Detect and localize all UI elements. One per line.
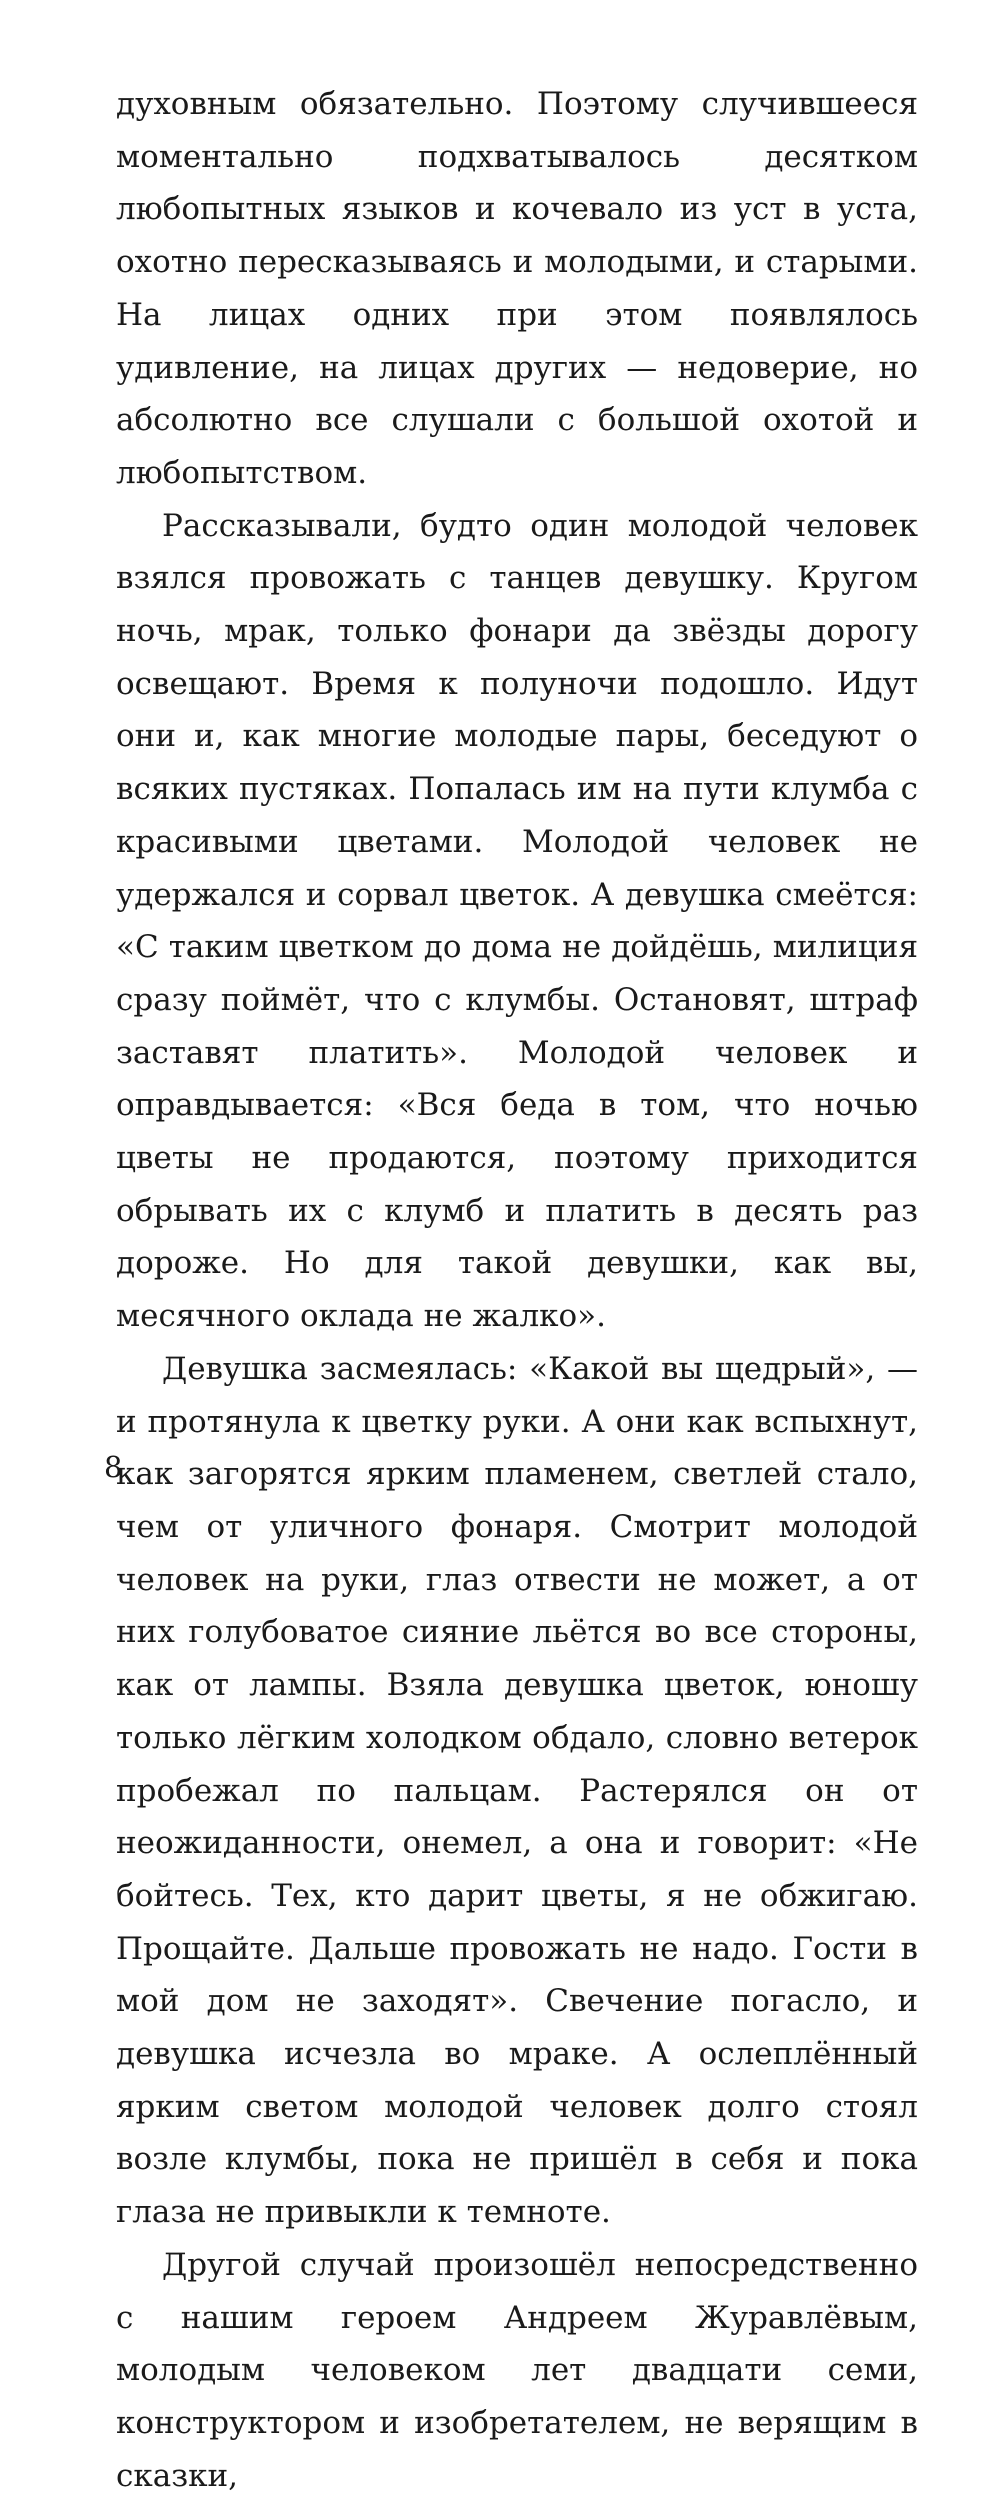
paragraph-another-case: Другой случай произошёл непосредственно с нашим героем Андреем Журавлёвым, молодым человеком лет двадцати семи, конструктором и изобретателем, не верящим в сказки, [116, 2246, 918, 2494]
paragraph-glowing-hands: Девушка засмеялась: «Какой вы щедрый», — и протянула к цветку руки. А они как вспыхнут, как загорятся ярким пламенем, светлей стало, чем от уличного фонаря. Смотрит молодой человек на руки, глаз отвести не может, а от них голубоватое сияние льётся во все стороны, как от лампы. Взяла девушка цветок, юношу только лёгким холодком обдало, словно ветерок пробежал по пальцам. Растерялся он от неожиданности, онемел, а она и говорит: «Не бойтесь. Тех, кто дарит цветы, я не обжигаю. Прощайте. Дальше провожать не надо. Гости в мой дом не заходят». Свечение погасло, и девушка исчезла во мраке. А ослеплённый ярким светом молодой человек долго стоял возле клумбы, пока не пришёл в себя и пока глаза не привыкли к темноте. [116, 1350, 918, 2231]
page-number: 8 [104, 1450, 123, 1484]
page-body [116, 78, 918, 2502]
paragraph-continuation: духовным обязательно. Поэтому случившееся моментально подхватывалось десятком любопытных языков и кочевало из уст в уста, охотно пересказываясь и молодыми, и старыми. На лицах одних при этом появлялось удивление, на лицах других — недоверие, но абсолютно все слушали с большой охотой и любопытством. [116, 86, 918, 491]
paragraph-flower-story: Рассказывали, будто один молодой человек взялся провожать с танцев девушку. Кругом ночь, мрак, только фонари да звёзды дорогу освещают. Время к полуночи подошло. Идут они и, как многие молодые пары, беседуют о всяких пустяках. Попалась им на пути клумба с красивыми цветами. Молодой человек не удержался и сорвал цветок. А девушка смеётся: «С таким цветком до дома не дойдёшь, милиция сразу поймёт, что с клумбы. Остановят, штраф заставят платить». Молодой человек и оправдывается: «Вся беда в том, что ночью цветы не продаются, поэтому приходится обрывать их с клумб и платить в десять раз дороже. Но для такой девушки, как вы, месячного оклада не жалко». [116, 507, 918, 1335]
